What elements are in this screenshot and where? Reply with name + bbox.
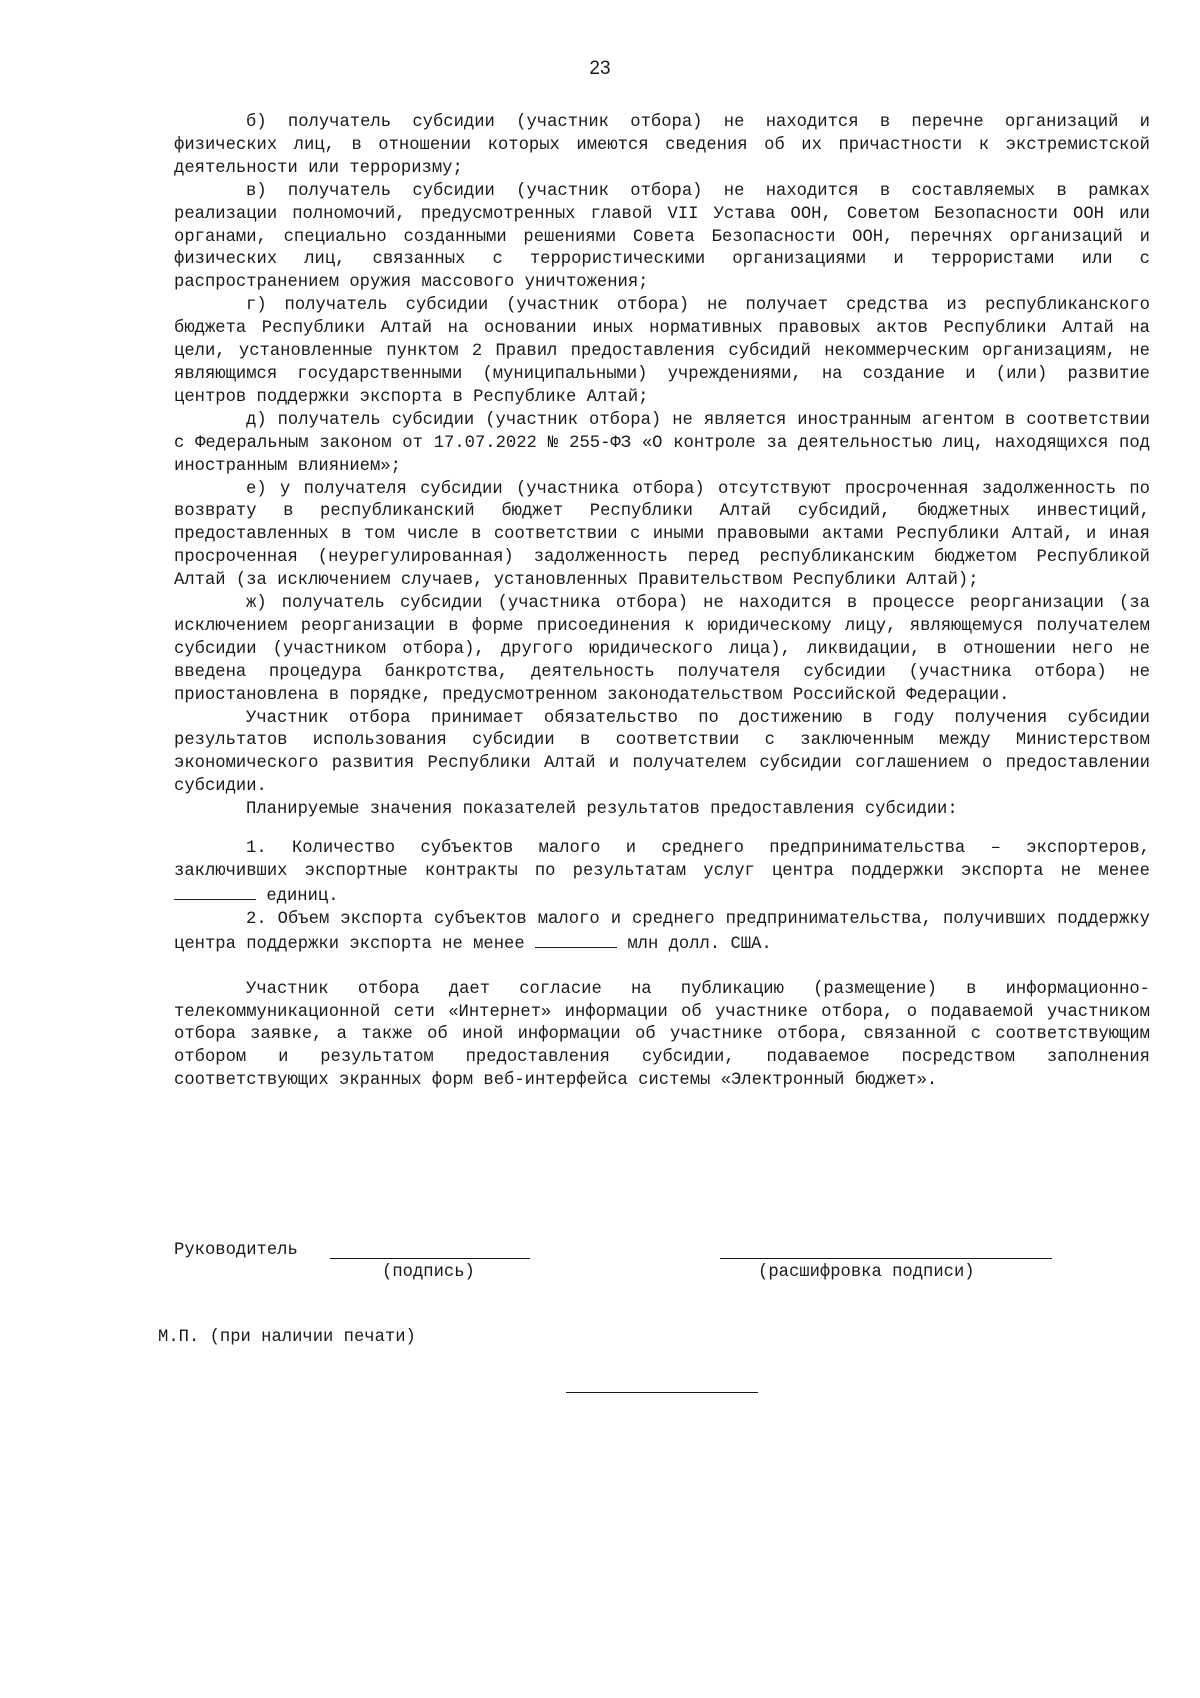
paragraph-g: г) получатель субсидии (участник отбора) не получает средства из республиканского бюджета Республики Алтай на основании иных нормативных правовых актов Республики Алтай на цели, установленные пунктом 2 Правил предоставления субсидий некоммерческим организациям, не являющимся государственными (муниципальными) учреждениями, на создание и (или) развитие центров поддержки экспорта в Республике Алтай; [174,296,1150,407]
paragraph-v: в) получатель субсидии (участник отбора) не находится в составляемых в рамках реализации полномочий, предусмотренных главой VII Устава ООН, Советом Безопасности ООН или органами, специально созданными решениями Совета Безопасности ООН, перечнях организаций и физических лиц, связанных с террористическими организациями и террористами или с распространением оружия массового уничтожения; [174,181,1150,293]
indicator-2 [174,909,1150,957]
paragraph-d: д) получатель субсидии (участник отбора) не является иностранным агентом в соответствии с Федеральным законом от 17.07.2022 № 255-ФЗ «О контроле за деятельностью лиц, находящихся под иностранным влиянием»; [174,410,1150,476]
signature-label: Руководитель [174,1241,298,1260]
indicator-1-text: 1. Количество субъектов малого и среднего предпринимательства – экспортеров, заключивших экспортные контракты по результатам услуг центра поддержки экспорта не менее [174,839,1150,881]
signature-line [330,1258,530,1259]
obligation-paragraph: Участник отбора принимает обязательство по достижению в году получения субсидии результатов использования субсидии в соответствии с заключенным между Министерством экономического развития Республики Алтай и получателем субсидии соглашением о предоставлении субсидии. [174,708,1150,797]
page-number: 23 [589,58,611,79]
signature-decoding-caption: (расшифровка подписи) [758,1263,975,1282]
end-divider [566,1392,758,1393]
signature-decoding-line [720,1258,1052,1259]
seal-note: М.П. (при наличии печати) [158,1328,416,1347]
indicator-2-text: 2. Объем экспорта субъектов малого и среднего предпринимательства, получивших поддержку центра поддержки экспорта не менее [174,909,1150,954]
indicator-2-unit: млн долл. США. [627,934,772,954]
indicator-1 [174,838,1150,909]
paragraph-zh: ж) получатель субсидии (участника отбора) не находится в процессе реорганизации (за исключением реорганизации в форме присоединения к юридическому лицу, являющемуся получателем субсидии (участником отбора), другого юридического лица), ликвидации, в отношении него не введена процедура банкротства, деятельность получателя субсидии (участника отбора) не приостановлена в порядке, предусмотренном законодательством Российской Федерации. [174,594,1150,705]
indicator-1-unit: единиц. [266,886,339,906]
indicator-1-blank [174,884,256,900]
signature-caption: (подпись) [382,1263,475,1282]
consent-paragraph: Участник отбора дает согласие на публикацию (размещение) в информационно-телекоммуникационной сети «Интернет» информации об участнике отбора, о подаваемой участником отбора заявке, а также об иной информации об участнике отбора, связанной с соответствующим отбором и результатом предоставления субсидии, подаваемое посредством заполнения соответствующих экранных форм веб-интерфейса системы «Электронный бюджет». [174,979,1150,1091]
paragraph-b: б) получатель субсидии (участник отбора) не находится в перечне организаций и физических лиц, в отношении которых имеются сведения об их причастности к экстремистской деятельности или терроризму; [174,113,1150,178]
document-body [174,112,1150,1093]
indicator-2-blank [535,932,617,948]
paragraph-e: е) у получателя субсидии (участника отбора) отсутствуют просроченная задолженность по возврату в республиканский бюджет Республики Алтай субсидий, бюджетных инвестиций, предоставленных в том числе в соответствии с иными правовыми актами Республики Алтай, и иная просроченная (неурегулированная) задолженность перед республиканским бюджетом Республикой Алтай (за исключением случаев, установленных Правительством Республики Алтай); [174,479,1150,591]
signature-block [174,1240,1150,1300]
planned-values-heading: Планируемые значения показателей результатов предоставления субсидии: [246,800,958,820]
